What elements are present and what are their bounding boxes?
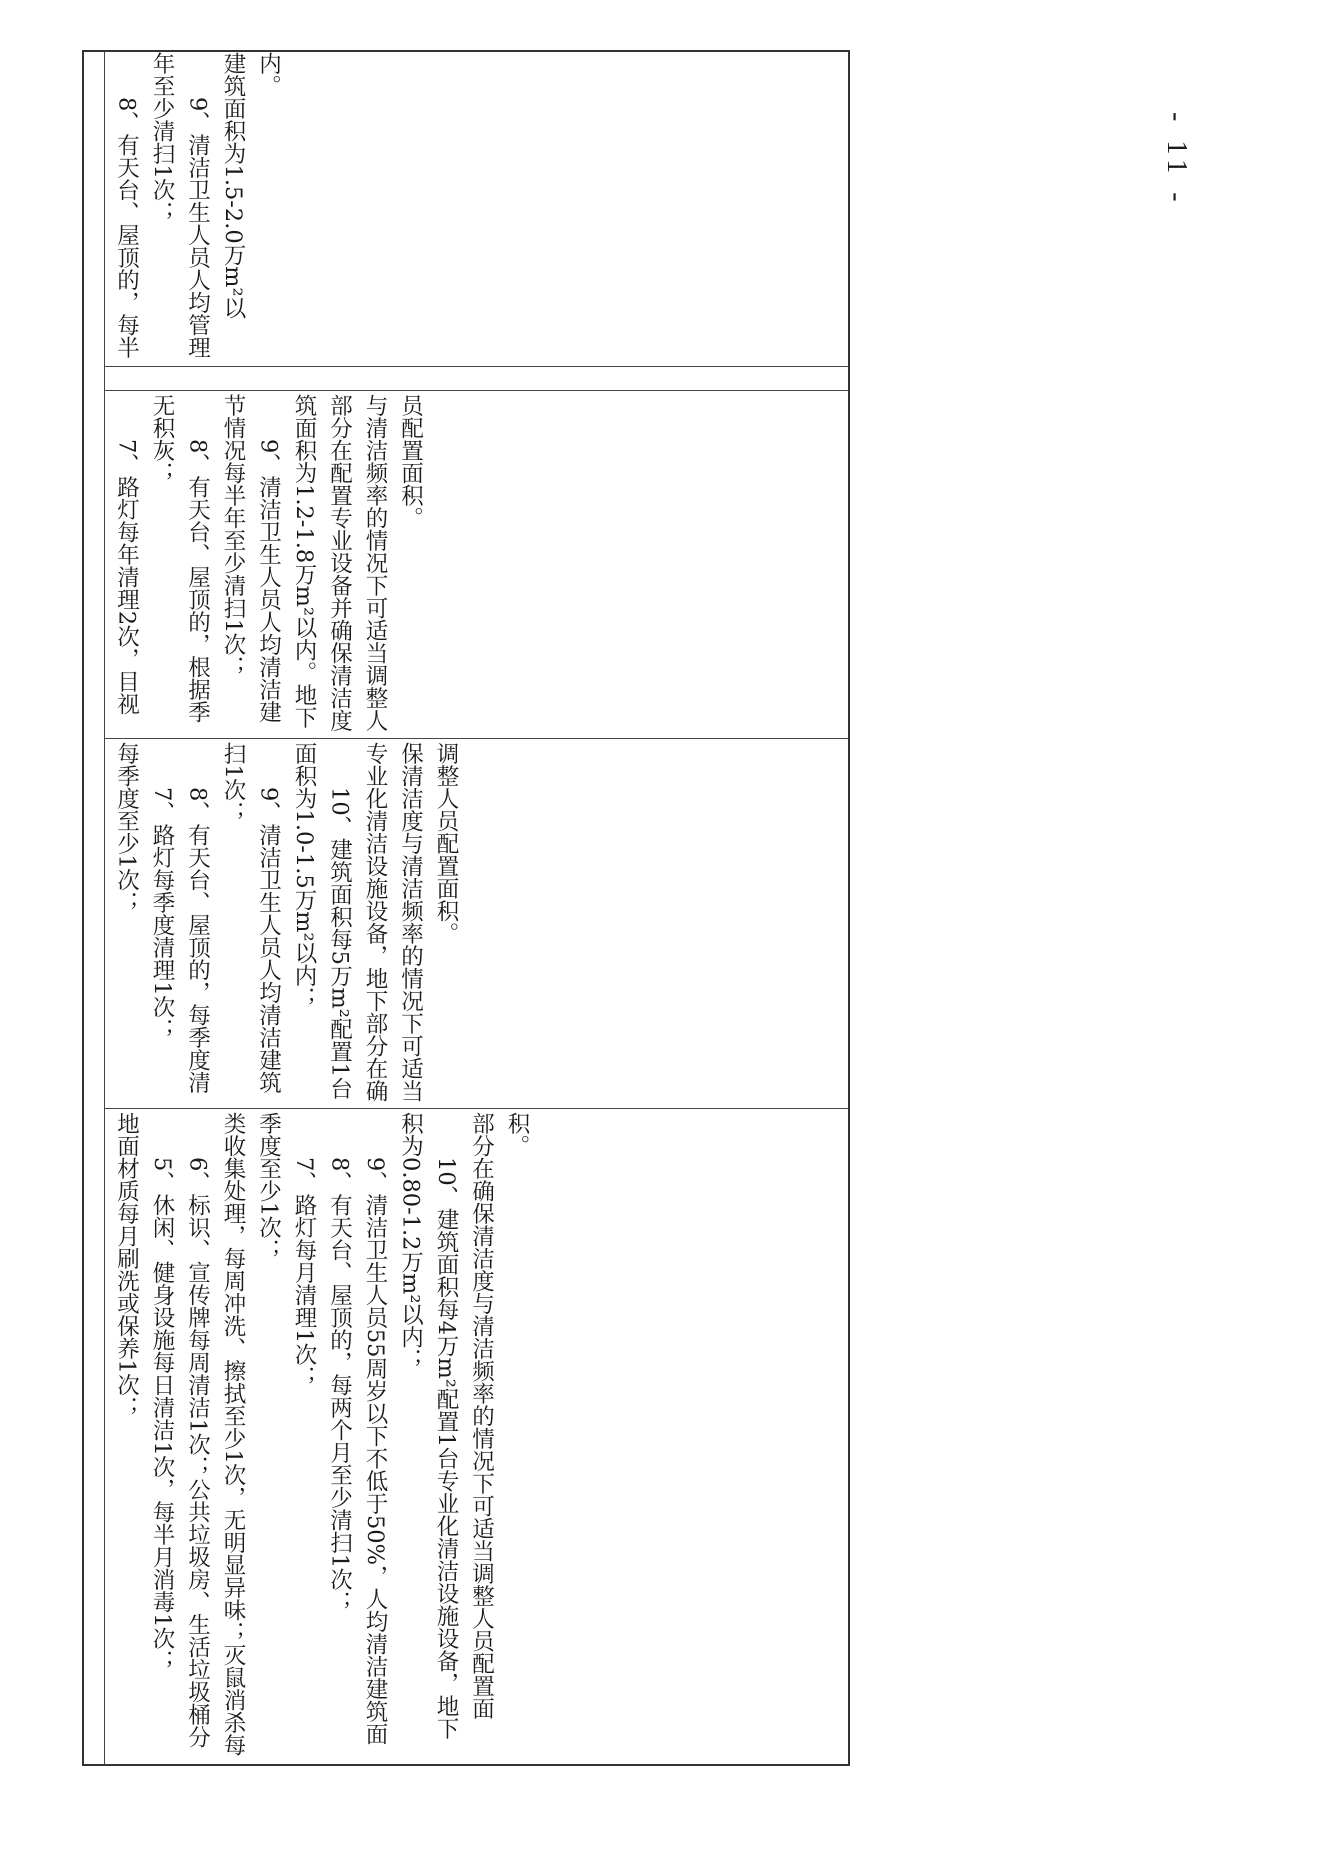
- table-cell-row-3: [108, 394, 548, 734]
- row-divider: [104, 366, 848, 367]
- cell-paragraph: 8、有天台、屋顶的，每半年至少清扫1次；: [113, 52, 175, 359]
- standards-table: [82, 50, 850, 1766]
- cell-paragraph: 9、清洁卫生人员人均清洁建筑面积为1.2-1.8万m²以内。地下部分在配置专业设备并确保清洁度与清洁频率的情况下可适当调整人员配置面积。: [255, 394, 424, 732]
- cell-paragraph: 8、有天台、屋顶的，每两个月至少清扫1次；: [326, 1157, 353, 1614]
- cell-paragraph: 6、标识、宣传牌每周清洁1次；公共垃圾房、生活垃圾桶分类收集处理，每周冲洗、擦拭至少1次，无明显异味；灭鼠消杀每季度至少1次；: [184, 1112, 282, 1757]
- table-cell-row-1: [108, 1112, 804, 1762]
- cell-paragraph: 7、路灯每年清理2次，目视无积灰；: [113, 394, 175, 716]
- row-divider: [104, 738, 848, 739]
- cell-paragraph: 每季度至少1次；: [113, 742, 140, 914]
- cell-paragraph: 8、有天台、屋顶的，每季度清扫1次；: [184, 742, 246, 1094]
- page-number: - 11 -: [1161, 112, 1192, 208]
- cell-paragraph: 9、清洁卫生人员人均清洁建筑面积为1.0-1.5万m²以内；: [255, 742, 317, 1094]
- cell-paragraph: 10、建筑面积每5万m²配置1台专业化清洁设施设备，地下部分在确保清洁度与清洁频率的情况下可适当调整人员配置面积。: [326, 742, 459, 1102]
- cell-paragraph: 5、休闲、健身设施每日清洁1次，每半月消毒1次；: [149, 1157, 175, 1673]
- cell-paragraph: 10、建筑面积每4万m²配置1台专业化清洁设施设备，地下部分在确保清洁度与清洁频率的情况下可适当调整人员配置面积。: [433, 1112, 530, 1740]
- row-divider: [104, 1108, 848, 1109]
- cell-paragraph: 地面材质每月刷洗或保养1次；: [113, 1112, 140, 1419]
- column-divider: [104, 52, 105, 1764]
- row-divider: [104, 390, 848, 391]
- table-cell-row-2: [108, 742, 548, 1104]
- cell-paragraph: 8、有天台、屋顶的，根据季节情况每半年至少清扫1次；: [184, 394, 246, 724]
- cell-paragraph: 9、清洁卫生人员55周岁以下不低于50%，人均清洁建筑面积为0.80-1.2万m²以内；: [362, 1112, 424, 1745]
- table-cell-row-4: [108, 52, 348, 362]
- cell-paragraph: 9、清洁卫生人员人均管理建筑面积为1.5-2.0万m²以内。: [184, 52, 282, 359]
- cell-paragraph: 7、路灯每月清理1次；: [291, 1157, 317, 1389]
- cell-paragraph: 7、路灯每季度清理1次；: [149, 787, 175, 1041]
